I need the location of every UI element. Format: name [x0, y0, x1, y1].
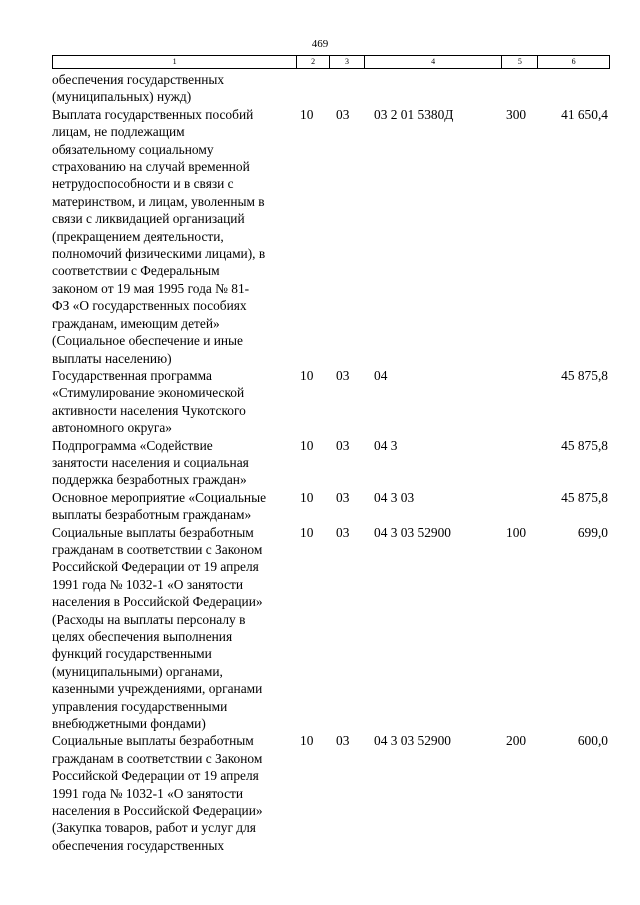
row-amount: 45 875,8: [561, 367, 608, 383]
header-col-6: 6: [571, 57, 576, 66]
row-subsection: 03: [336, 437, 350, 453]
page-number: 469: [311, 38, 329, 50]
table-body: [52, 71, 610, 854]
row-subsection: 03: [336, 524, 350, 540]
row-expense-type: 300: [506, 106, 527, 122]
row-name: Государственная программа «Стимулирование экономической активности населения Чукотского автономного округа»: [52, 367, 246, 436]
row-section: 10: [300, 437, 314, 453]
table-row: [52, 524, 610, 733]
row-target-code: 04 3 03 52900: [374, 524, 451, 540]
header-col-5: 5: [502, 56, 538, 68]
row-name: Социальные выплаты безработным гражданам в соответствии с Законом Российской Федерации от 19 апреля 1991 года № 1032-1 «О занятости населения в Российской Федерации» (Закупка товаров, работ и услуг для обеспечения государственных: [52, 733, 263, 853]
row-target-code: 04 3: [374, 437, 398, 453]
row-name: Основное мероприятие «Социальные выплаты безработным гражданам»: [52, 489, 267, 523]
table-row: [52, 367, 610, 437]
row-section: 10: [300, 733, 314, 749]
row-name: Социальные выплаты безработным гражданам в соответствии с Законом Российской Федерации от 19 апреля 1991 года № 1032-1 «О занятости населения в Российской Федерации» (Расходы на выплаты персоналу в целях обеспечения выполнения функций государственными (муниципальными) органами, казенными учреждениями, органами управления государственными внебюджетными фондами): [52, 524, 263, 732]
table-row: [52, 106, 610, 367]
header-col-1: 1: [53, 56, 297, 68]
header-col-2: 2: [297, 56, 330, 68]
table-header: [52, 55, 610, 69]
row-subsection: 03: [336, 106, 350, 122]
row-target-code: 04 3 03 52900: [374, 733, 451, 749]
row-amount: 45 875,8: [561, 489, 608, 505]
row-expense-type: 100: [506, 524, 527, 540]
table-row: [52, 437, 610, 489]
header-col-4: 4: [365, 56, 503, 68]
row-expense-type: 200: [506, 733, 527, 749]
row-section: 10: [300, 367, 314, 383]
table-row: [52, 489, 610, 524]
row-name: Подпрограмма «Содействие занятости населения и социальная поддержка безработных граждан»: [52, 437, 249, 488]
row-subsection: 03: [336, 367, 350, 383]
row-amount: 699,0: [577, 524, 608, 540]
table-row: [52, 732, 610, 854]
row-target-code: 04 3 03: [374, 489, 415, 505]
row-amount: 600,0: [577, 733, 608, 749]
row-subsection: 03: [336, 733, 350, 749]
row-amount: 45 875,8: [561, 437, 608, 453]
row-name: обеспечения государственных (муниципальных) нужд): [52, 72, 225, 105]
row-section: 10: [300, 106, 314, 122]
row-target-code: 03 2 01 5380Д: [374, 106, 454, 122]
row-name: Выплата государственных пособий лицам, не подлежащим обязательному социальному страхованию на случай временной нетрудоспособности и в связи с материнством, и лицам, уволенным в связи с ликвидацией организаций (прекращением деятельности, полномочий физическими лицами), в соответствии с Федеральным законом от 19 мая 1995 года № 81- ФЗ «О государственных пособиях гражданам, имеющим детей» (Социальное обеспечение и иные выплаты населению): [52, 106, 266, 366]
row-target-code: 04: [374, 367, 388, 383]
row-amount: 41 650,4: [561, 106, 608, 122]
row-subsection: 03: [336, 489, 350, 505]
row-section: 10: [300, 489, 314, 505]
header-col-3: 3: [330, 56, 365, 68]
table-row: [52, 71, 610, 106]
row-section: 10: [300, 524, 314, 540]
